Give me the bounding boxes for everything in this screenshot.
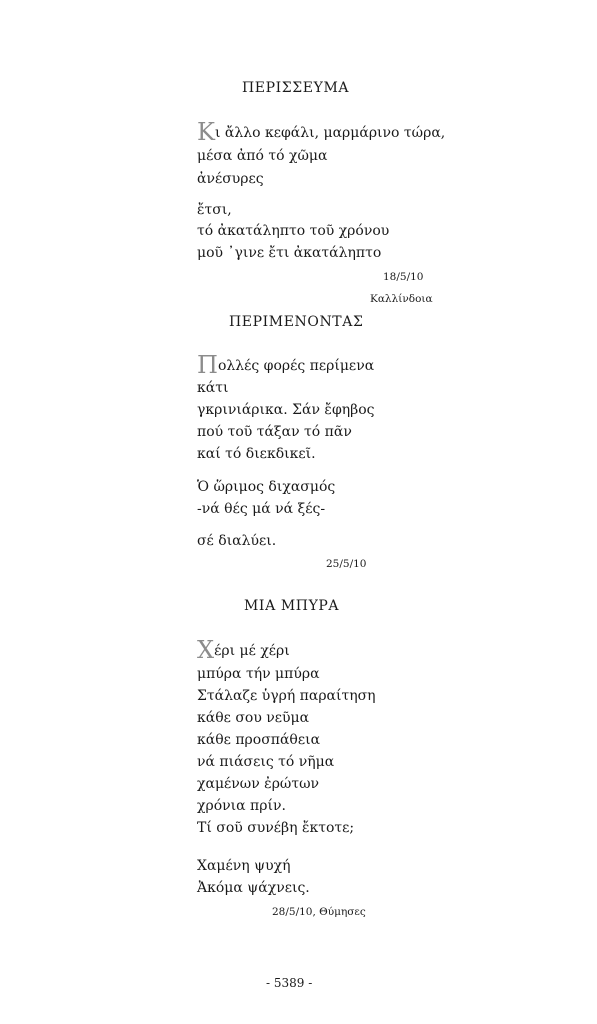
poem-line: ἔτσι, — [197, 202, 232, 218]
poem-title: ΠΕΡΙΜΕΝΟΝΤΑΣ — [229, 314, 364, 330]
poem-line: κάτι — [197, 380, 229, 396]
poem-line: γκρινιάρικα. Σάν ἔφηβος — [197, 402, 375, 418]
poem-first-line — [197, 638, 290, 662]
poem-line: Στάλαζε ὑγρή παραίτηση — [197, 688, 376, 704]
poem-title: ΠΕΡΙΣΣΕΥΜΑ — [242, 80, 350, 96]
poem-line: χαμένων ἐρώτων — [197, 776, 320, 792]
poem-line: σέ διαλύει. — [197, 533, 277, 549]
poem-first-line — [197, 353, 374, 377]
poem-line: Χαμένη ψυχή — [197, 858, 291, 874]
poem-line: Ἀκόμα ψάχνεις. — [197, 880, 310, 896]
poem-line: μέσα ἀπό τό χῶμα — [197, 148, 328, 164]
poem-line: -νά θές μά νά ξές- — [197, 501, 326, 517]
poem-place: Καλλίνδοια — [370, 293, 433, 305]
poem-line: τό ἀκατάληπτο τοῦ χρόνου — [197, 223, 390, 239]
poem-line: μπύρα τήν μπύρα — [197, 666, 320, 682]
poem-date: 18/5/10 — [383, 271, 424, 283]
poem-first-line — [197, 120, 445, 144]
drop-cap: Π — [197, 351, 218, 379]
poem-line: μοῦ ᾽γινε ἔτι ἀκατάληπτο — [197, 245, 382, 261]
page-number: - 5389 - — [266, 976, 313, 990]
poem-line: κάθε σου νεῦμα — [197, 710, 310, 726]
poem-line: κάθε προσπάθεια — [197, 732, 321, 748]
poem-line: χρόνια πρίν. — [197, 798, 286, 814]
poem-date: 25/5/10 — [326, 558, 367, 570]
poem-line: Ὁ ὥριμος διχασμός — [197, 479, 336, 495]
poem-line: νά πιάσεις τό νῆμα — [197, 754, 335, 770]
drop-cap: Κ — [197, 118, 215, 146]
poem-line: ἀνέσυρες — [197, 171, 264, 187]
first-line-text: ι ἄλλο κεφάλι, μαρμάρινο τώρα, — [214, 125, 446, 141]
poem-line: Τί σοῦ συνέβη ἔκτοτε; — [197, 820, 355, 836]
poem-date: 28/5/10, Θύμησες — [272, 906, 366, 918]
poem-line: πού τοῦ τάξαν τό πᾶν — [197, 424, 352, 440]
drop-cap: Χ — [197, 636, 215, 664]
first-line-text: έρι μέ χέρι — [214, 643, 290, 659]
poem-line: καί τό διεκδικεῖ. — [197, 446, 316, 462]
first-line-text: ολλές φορές περίμενα — [217, 358, 375, 374]
poem-title: ΜΙΑ ΜΠΥΡΑ — [244, 598, 340, 614]
